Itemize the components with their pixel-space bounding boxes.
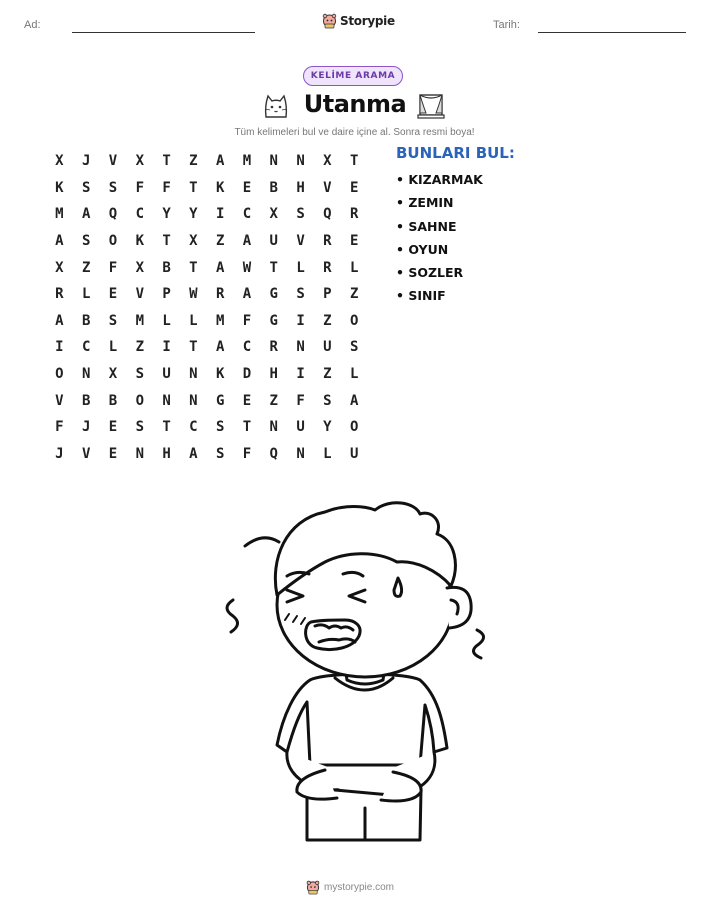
grid-letter[interactable]: T [189, 339, 198, 356]
grid-letter[interactable]: D [242, 366, 252, 383]
grid-letter[interactable]: Q [323, 206, 332, 223]
word-item: • ZEMIN [396, 195, 454, 211]
grid-letter[interactable]: V [108, 153, 118, 170]
grid-letter[interactable]: Z [215, 233, 225, 250]
grid-letter[interactable]: W [189, 286, 198, 303]
name-label: Ad: [24, 19, 41, 31]
grid-letter[interactable]: B [108, 392, 118, 409]
brand-logo [322, 13, 395, 29]
grid-letter[interactable]: X [108, 366, 118, 383]
word-search-grid[interactable] [46, 148, 368, 467]
grid-letter[interactable]: N [269, 153, 278, 170]
grid-letter[interactable]: X [55, 153, 64, 170]
grid-letter[interactable]: L [81, 286, 91, 303]
grid-letter[interactable]: Z [323, 312, 332, 329]
grid-letter[interactable]: S [296, 206, 305, 223]
grid-letter[interactable]: N [135, 445, 144, 462]
grid-letter[interactable]: C [189, 419, 198, 436]
grid-letter[interactable]: E [242, 392, 252, 409]
grid-letter[interactable]: I [296, 366, 305, 383]
grid-letter[interactable]: X [323, 153, 332, 170]
grid-letter[interactable]: X [135, 259, 144, 276]
word-list [396, 172, 483, 312]
grid-letter[interactable]: P [323, 286, 332, 303]
grid-letter[interactable]: H [162, 445, 171, 462]
grid-letter[interactable]: F [296, 392, 305, 409]
grid-letter[interactable]: B [162, 259, 171, 276]
grid-letter[interactable]: Q [269, 445, 278, 462]
grid-letter[interactable]: A [55, 233, 64, 250]
grid-letter[interactable]: R [55, 286, 64, 303]
brand-name: Storypie [340, 14, 395, 28]
grid-letter[interactable]: C [242, 206, 252, 223]
grid-letter[interactable]: A [242, 233, 252, 250]
category-badge: KELİME ARAMA [303, 66, 403, 86]
grid-letter[interactable]: U [162, 366, 171, 383]
grid-letter[interactable]: T [349, 153, 359, 170]
grid-letter[interactable]: R [269, 339, 278, 356]
grid-letter[interactable]: K [55, 179, 64, 196]
grid-letter[interactable]: Y [323, 419, 332, 436]
grid-letter[interactable]: X [269, 206, 278, 223]
grid-letter[interactable]: S [108, 312, 118, 329]
grid-letter[interactable]: X [135, 153, 144, 170]
grid-letter[interactable]: J [81, 153, 91, 170]
grid-letter[interactable]: E [108, 445, 118, 462]
grid-letter[interactable]: Z [349, 286, 359, 303]
grid-letter[interactable]: Y [162, 206, 171, 223]
grid-letter[interactable]: L [323, 445, 332, 462]
grid-letter[interactable]: K [215, 179, 225, 196]
grid-letter[interactable]: S [81, 179, 91, 196]
grid-letter[interactable]: H [296, 179, 305, 196]
grid-row [46, 228, 368, 255]
grid-letter[interactable]: S [81, 233, 91, 250]
word-item: • SAHNE [396, 218, 457, 234]
grid-letter[interactable]: L [162, 312, 171, 329]
grid-letter[interactable]: O [108, 233, 118, 250]
grid-letter[interactable]: C [81, 339, 91, 356]
grid-letter[interactable]: Q [108, 206, 118, 223]
word-item: • OYUN [396, 241, 449, 257]
grid-letter[interactable]: A [349, 392, 359, 409]
grid-letter[interactable]: H [269, 366, 278, 383]
grid-letter[interactable]: S [215, 445, 225, 462]
grid-letter[interactable]: O [349, 419, 359, 436]
grid-letter[interactable]: V [135, 286, 144, 303]
storypie-mascot-icon [306, 880, 320, 895]
grid-letter[interactable]: U [296, 419, 305, 436]
grid-letter[interactable]: N [296, 153, 305, 170]
grid-letter[interactable]: L [108, 339, 118, 356]
grid-row [46, 387, 368, 414]
grid-letter[interactable]: A [189, 445, 198, 462]
grid-letter[interactable]: N [296, 445, 305, 462]
grid-row [46, 281, 368, 308]
grid-letter[interactable]: L [189, 312, 198, 329]
grid-letter[interactable]: U [349, 445, 359, 462]
word-item: • KIZARMAK [396, 172, 483, 187]
grid-letter[interactable]: Z [135, 339, 144, 356]
grid-letter[interactable]: N [162, 392, 171, 409]
grid-letter[interactable]: G [269, 312, 278, 329]
grid-letter[interactable]: Z [189, 153, 198, 170]
grid-letter[interactable]: S [135, 366, 144, 383]
grid-letter[interactable]: E [108, 286, 118, 303]
grid-letter[interactable]: M [215, 312, 225, 329]
grid-letter[interactable]: B [269, 179, 278, 196]
grid-letter[interactable]: N [189, 392, 198, 409]
grid-letter[interactable]: I [162, 339, 171, 356]
grid-letter[interactable]: A [215, 259, 225, 276]
grid-letter[interactable]: L [349, 259, 359, 276]
grid-letter[interactable]: T [162, 233, 171, 250]
grid-letter[interactable]: R [349, 206, 359, 223]
grid-letter[interactable]: K [215, 366, 225, 383]
grid-letter[interactable]: T [189, 259, 198, 276]
grid-letter[interactable]: G [215, 392, 225, 409]
grid-letter[interactable]: N [81, 366, 91, 383]
grid-letter[interactable]: N [189, 366, 198, 383]
grid-letter[interactable]: E [108, 419, 118, 436]
date-label: Tarih: [493, 19, 520, 31]
grid-letter[interactable]: S [108, 179, 118, 196]
grid-letter[interactable]: I [215, 206, 225, 223]
grid-letter[interactable]: Z [81, 259, 91, 276]
grid-letter[interactable]: C [242, 339, 252, 356]
grid-letter[interactable]: T [162, 419, 171, 436]
name-line[interactable] [72, 32, 255, 33]
grid-letter[interactable]: V [296, 233, 305, 250]
grid-row [46, 201, 368, 228]
grid-letter[interactable]: M [242, 153, 252, 170]
grid-letter[interactable]: S [135, 419, 144, 436]
storypie-mascot-icon [322, 13, 337, 29]
grid-letter[interactable]: F [108, 259, 118, 276]
instructions: Tüm kelimeleri bul ve daire içine al. Sonra resmi boya! [234, 127, 475, 138]
grid-letter[interactable]: S [349, 339, 359, 356]
grid-row [46, 441, 368, 468]
grid-letter[interactable]: M [135, 312, 144, 329]
stage-curtain-icon [417, 92, 445, 120]
grid-letter[interactable]: R [323, 259, 332, 276]
grid-letter[interactable]: K [135, 233, 144, 250]
grid-letter[interactable]: X [189, 233, 198, 250]
grid-letter[interactable]: S [296, 286, 305, 303]
date-line[interactable] [538, 32, 686, 33]
page-title: Utanma [303, 90, 407, 118]
grid-letter[interactable]: S [215, 419, 225, 436]
grid-letter[interactable]: L [296, 259, 305, 276]
grid-letter[interactable]: E [349, 233, 359, 250]
grid-letter[interactable]: F [242, 445, 252, 462]
grid-letter[interactable]: B [81, 312, 91, 329]
grid-letter[interactable]: A [215, 339, 225, 356]
grid-letter[interactable]: Z [323, 366, 332, 383]
grid-row [46, 361, 368, 388]
cat-icon [262, 93, 290, 119]
grid-letter[interactable]: J [81, 419, 91, 436]
grid-letter[interactable]: Y [189, 206, 198, 223]
grid-letter[interactable]: A [81, 206, 91, 223]
grid-letter[interactable]: U [323, 339, 332, 356]
grid-letter[interactable]: A [215, 153, 225, 170]
grid-letter[interactable]: F [135, 179, 144, 196]
embarrassed-boy-coloring-illustration[interactable] [215, 490, 495, 860]
grid-letter[interactable]: M [55, 206, 64, 223]
footer [306, 880, 394, 895]
grid-letter[interactable]: T [189, 179, 198, 196]
grid-letter[interactable]: J [55, 445, 64, 462]
grid-letter[interactable]: L [349, 366, 359, 383]
grid-row [46, 175, 368, 202]
grid-letter[interactable]: C [135, 206, 144, 223]
grid-letter[interactable]: T [269, 259, 278, 276]
grid-letter[interactable]: T [162, 153, 171, 170]
grid-letter[interactable]: P [162, 286, 171, 303]
grid-letter[interactable]: N [269, 419, 278, 436]
grid-letter[interactable]: Z [269, 392, 278, 409]
grid-row [46, 254, 368, 281]
grid-letter[interactable]: S [323, 392, 332, 409]
grid-letter[interactable]: F [162, 179, 171, 196]
words-heading: BUNLARI BUL: [396, 144, 515, 162]
grid-letter[interactable]: A [55, 312, 64, 329]
grid-letter[interactable]: W [242, 259, 252, 276]
grid-letter[interactable]: R [323, 233, 332, 250]
word-item: • SINIF [396, 288, 446, 304]
grid-letter[interactable]: V [55, 392, 64, 409]
grid-row [46, 148, 368, 175]
grid-row [46, 308, 368, 335]
grid-letter[interactable]: I [296, 312, 305, 329]
grid-letter[interactable]: N [296, 339, 305, 356]
grid-letter[interactable]: R [215, 286, 225, 303]
grid-row [46, 414, 368, 441]
grid-letter[interactable]: A [242, 286, 252, 303]
grid-letter[interactable]: I [55, 339, 64, 356]
word-item: • SOZLER [396, 265, 464, 281]
grid-letter[interactable]: F [242, 312, 252, 329]
grid-letter[interactable]: E [349, 179, 359, 196]
grid-letter[interactable]: E [242, 179, 252, 196]
grid-letter[interactable]: O [135, 392, 144, 409]
grid-letter[interactable]: X [55, 259, 64, 276]
grid-letter[interactable]: U [269, 233, 278, 250]
grid-letter[interactable]: V [323, 179, 332, 196]
grid-letter[interactable]: T [242, 419, 252, 436]
grid-letter[interactable]: F [55, 419, 64, 436]
grid-letter[interactable]: B [81, 392, 91, 409]
grid-letter[interactable]: O [55, 366, 64, 383]
footer-url[interactable]: mystorypie.com [324, 882, 395, 893]
grid-letter[interactable]: V [81, 445, 91, 462]
grid-row [46, 334, 368, 361]
grid-letter[interactable]: G [269, 286, 278, 303]
grid-letter[interactable]: O [349, 312, 359, 329]
